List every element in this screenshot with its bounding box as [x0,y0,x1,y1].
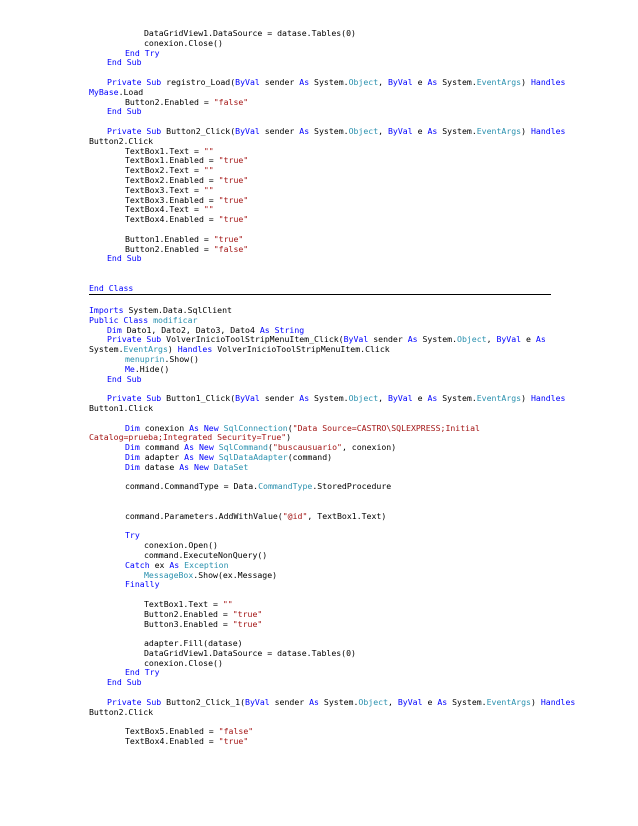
keyword: ByVal [397,696,423,707]
code-text: TextBox5.Enabled = [125,726,219,737]
string-literal: "" [222,598,233,609]
string-literal: "Data Source=CASTRO\SQLEXPRESS;Initial [292,422,480,433]
keyword: Private Sub [107,393,167,404]
keyword: Private Sub [107,76,167,87]
string-literal: "" [203,184,214,195]
keyword: ByVal [388,393,413,404]
keyword: ByVal [235,393,260,404]
code-line [89,98,558,108]
code-line [89,737,558,747]
code-text: , [378,125,388,136]
code-line [89,463,558,473]
keyword: Private Sub [107,334,167,345]
code-text: conexion.Close() [144,37,223,48]
keyword: Handles [530,125,566,136]
keyword: As [407,334,418,345]
keyword: End Sub [107,57,142,68]
string-literal: "false" [218,726,254,737]
keyword: Dim [125,451,140,462]
string-literal: "false" [213,96,249,107]
type-name: EventArgs [476,76,522,87]
code-text: DataGridView1.DataSource = datase.Tables(0) [144,28,356,38]
keyword: As [427,76,438,87]
keyword: Imports [89,305,124,315]
keyword: MyBase [89,86,119,97]
code-text: , [378,76,388,87]
code-text: e [521,334,536,345]
code-text: Button1.Click [89,402,154,413]
code-line [89,274,558,284]
type-name: MessageBox [144,569,194,580]
code-line [89,482,558,492]
code-text: TextBox3.Text = [125,184,204,195]
code-line [89,215,558,225]
code-text: ) [286,432,292,443]
keyword: Handles [540,696,576,707]
keyword: ByVal [388,125,413,136]
code-text: adapter [139,451,185,462]
code-text: TextBox2.Text = [125,165,204,176]
code-text: , conexion) [341,442,397,453]
keyword: Catch [125,559,150,570]
keyword: Dim [125,461,140,472]
keyword: Handles [530,393,566,404]
string-literal: "true" [213,233,244,244]
code-text: , TextBox1.Text) [307,510,387,521]
type-name: CommandType [258,481,313,492]
string-literal: "" [203,165,214,176]
keyword: As [299,125,310,136]
string-literal: "true" [218,155,249,166]
keyword: ByVal [388,76,413,87]
type-name: EventArgs [486,696,531,707]
keyword: ByVal [245,696,270,707]
code-text: System.Data.SqlClient [123,305,232,315]
code-line [89,678,558,688]
code-text: TextBox4.Enabled = [125,214,219,225]
type-name: Object [348,125,379,136]
code-text: conexion.Open() [144,540,218,551]
type-name: SqlDataAdapter [218,451,288,462]
keyword: As New [179,461,214,472]
keyword: End Try [125,667,160,678]
keyword: Dim [125,442,140,453]
code-line [89,76,566,88]
type-name: Exception [184,559,229,570]
code-line [89,393,566,404]
code-text: ( [267,442,273,453]
code-text: VolverInicioToolStripMenuItem.Click [212,344,390,355]
code-text: Button2.Enabled = [144,608,233,619]
keyword: Handles [177,344,213,355]
string-literal: "true" [218,194,249,205]
code-line [89,580,558,590]
keyword: As [427,393,438,404]
keyword: As [535,334,546,345]
string-literal: "" [203,145,214,156]
code-text: System. [309,76,349,87]
code-text: command.ExecuteNonQuery() [144,549,268,560]
code-text: TextBox3.Enabled = [125,194,219,205]
keyword: End Try [125,47,160,58]
keyword: Private Sub [107,696,167,707]
type-name: SqlConnection [223,422,288,433]
code-text: DataGridView1.DataSource = datase.Tables(0) [144,647,356,658]
code-text: Button1.Enabled = [125,233,214,244]
keyword: ByVal [235,125,260,136]
code-line [89,492,558,502]
keyword: ByVal [235,76,260,87]
keyword: Dim [107,324,122,335]
code-text: Button1_Click( [166,393,236,404]
code-block-end-of-class [89,28,566,294]
type-name: Object [348,76,379,87]
code-text: sender [259,125,300,136]
type-name: SqlCommand [218,442,268,453]
keyword: End Sub [107,677,142,688]
code-text: .Show() [164,353,199,364]
code-text: e [412,76,428,87]
string-literal: "true" [218,214,249,225]
type-name: EventArgs [123,344,168,355]
code-line [89,404,558,414]
code-text: e [422,696,438,707]
code-text: TextBox2.Enabled = [125,174,219,185]
keyword: Private Sub [107,125,167,136]
string-literal: "false" [213,243,249,254]
type-name: Object [457,334,487,345]
code-text: Button2.Click [89,706,154,717]
type-name: DataSet [213,461,249,472]
page-separator-line [89,294,551,295]
code-text: ( [287,422,293,433]
string-literal: "true" [218,174,249,185]
keyword: End Sub [107,253,142,264]
keyword: Finally [125,579,160,590]
code-line [89,284,558,294]
code-text: , [388,696,398,707]
type-name: Object [348,393,379,404]
code-text: System. [309,125,349,136]
code-text: conexion.Close() [144,657,223,668]
code-text: ) [521,125,531,136]
keyword: End Sub [107,373,142,384]
code-text: datase [139,461,180,472]
code-text: e [412,125,428,136]
keyword: Public Class [89,314,154,325]
type-name: modificar [153,314,198,325]
code-text: System. [309,393,349,404]
code-text: System. [437,76,477,87]
code-text: .Load [118,86,144,97]
code-text: sender [368,334,408,345]
string-literal: "@id" [282,510,308,521]
code-block-modificar-class [89,305,576,747]
string-literal: "true" [232,618,263,629]
code-text: System. [437,393,477,404]
string-literal: "true" [232,608,263,619]
code-line [89,58,558,68]
keyword: As [299,76,310,87]
code-text: .Show(ex.Message) [193,569,278,580]
code-text: System. [447,696,487,707]
code-text: VolverInicioToolStripMenuItem_Click( [166,334,344,345]
keyword: Handles [530,76,566,87]
code-line [89,668,558,678]
code-text: Button2_Click( [166,125,236,136]
code-text: Dato1, Dato2, Dato3, Dato4 [121,324,260,335]
code-text: TextBox1.Text = [144,598,223,609]
type-name: EventArgs [476,125,522,136]
code-text: .Hide() [134,363,170,374]
keyword: Dim [125,422,140,433]
code-text: ) [521,393,531,404]
code-line [89,696,576,708]
code-text: Button3.Enabled = [144,618,233,629]
string-literal: "buscausuario" [272,442,342,453]
code-text: TextBox4.Enabled = [125,736,219,747]
keyword: As [309,696,319,707]
keyword: Me [125,363,135,374]
keyword: End Sub [107,106,142,117]
keyword: As [169,559,180,570]
type-name: menuprin [125,353,165,364]
type-name: EventArgs [476,393,522,404]
code-text: Button2_Click_1( [166,696,246,707]
code-text: conexion [139,422,190,433]
string-literal: "" [203,204,214,215]
code-text: System. [318,696,359,707]
code-line [89,49,558,59]
string-literal: "true" [218,736,249,747]
type-name: Object [358,696,388,707]
code-line [89,512,558,522]
code-text: Button2.Click [89,135,154,146]
code-text: TextBox4.Text = [125,204,204,215]
code-line [89,107,558,117]
code-line [89,264,558,274]
keyword: As [427,125,438,136]
keyword: As New [184,451,219,462]
code-line [89,254,558,264]
code-text: sender [259,393,300,404]
code-text: adapter.Fill(datase) [144,638,243,649]
code-text: command.CommandType = Data. [125,481,259,492]
code-text: command.Parameters.AddWithValue( [125,510,283,521]
keyword: As [437,696,448,707]
code-text: , [486,334,497,345]
code-text: TextBox1.Enabled = [125,155,219,166]
code-line [89,708,558,718]
keyword: End Class [89,282,134,293]
code-text: e [412,393,428,404]
code-line [89,375,558,385]
code-text: ) [521,76,531,87]
code-text: command [139,442,185,453]
code-text: registro_Load( [166,76,236,87]
code-text: Button2.Enabled = [125,243,214,254]
code-line [89,620,558,630]
code-text: (command) [287,451,333,462]
keyword: ByVal [343,334,369,345]
code-text: System. [89,344,124,355]
code-text: System. [417,334,458,345]
code-line [89,245,558,255]
code-text: sender [259,76,300,87]
code-text: TextBox1.Text = [125,145,204,156]
keyword: As New [184,442,219,453]
code-text: ) [530,696,541,707]
keyword: As [299,393,310,404]
code-text: ex [149,559,170,570]
code-text: Button2.Enabled = [125,96,214,107]
code-text: .StoredProcedure [312,481,392,492]
code-line [89,125,566,137]
code-line [89,365,558,375]
code-line [89,522,558,532]
string-literal: Catalog=prueba;Integrated Security=True" [89,432,287,443]
code-text: ) [167,344,178,355]
keyword: As New [189,422,224,433]
code-text: sender [269,696,310,707]
keyword: As String [259,324,305,335]
keyword: Try [125,530,140,541]
code-text: System. [437,125,477,136]
keyword: ByVal [496,334,522,345]
code-text: , [378,393,388,404]
